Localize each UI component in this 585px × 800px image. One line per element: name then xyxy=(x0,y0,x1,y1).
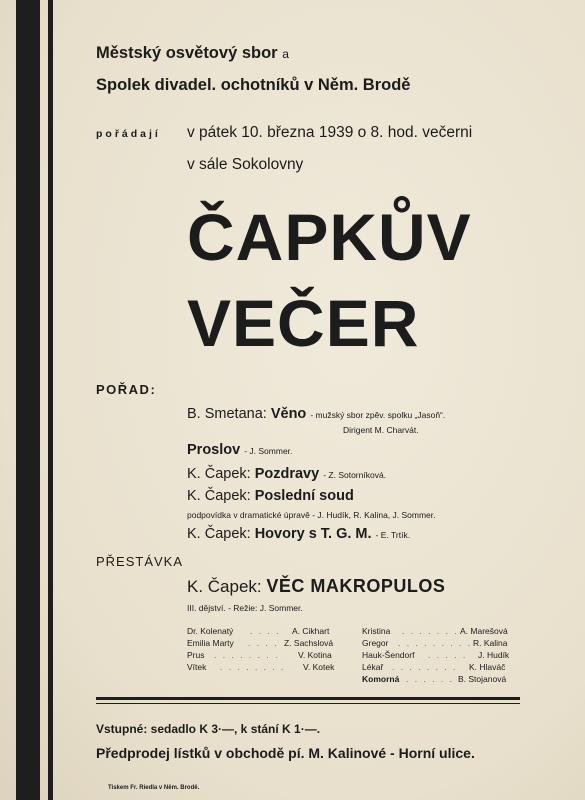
item-3-note: - Z. Sotorníková. xyxy=(323,470,387,480)
cast-role: Lékař xyxy=(362,662,384,672)
item-1-note: - mužský sbor zpěv. spolku „Jasoň“. xyxy=(310,410,446,420)
divider-rule-thin xyxy=(96,703,520,704)
cast-row xyxy=(187,638,234,648)
cast-role: Vítek xyxy=(187,662,207,672)
main-title-line-2: VEČER xyxy=(187,286,420,360)
item-1-author: B. Smetana: xyxy=(187,406,267,422)
main-title-line-1: ČAPKŮV xyxy=(187,200,472,274)
organizer-conjunction: a xyxy=(282,47,289,61)
cast-actor: V. Kotina xyxy=(298,650,332,660)
item-5-note: - E. Trtík. xyxy=(375,530,411,540)
main-play-line xyxy=(187,576,445,597)
leader-dots: . . . . . . . . xyxy=(392,662,458,672)
cast-actor: K. Hlaváč xyxy=(469,662,506,672)
event-venue: v sále Sokolovny xyxy=(187,156,304,173)
presale-info: Předprodej lístků v obchodě pí. M. Kalinové - Horní ulice. xyxy=(96,745,475,761)
leader-dots: . . . . xyxy=(248,638,279,648)
cast-role: Hauk-Šendorf xyxy=(362,650,415,660)
cast-role: Gregor xyxy=(362,638,389,648)
cast-role: Prus xyxy=(187,650,205,660)
cast-row xyxy=(187,626,233,636)
item-4-note: podpovídka v dramatické úpravě - J. Hudík, R. Kalina, J. Sommer. xyxy=(187,510,436,520)
leader-dots: . . . . . . xyxy=(406,674,454,684)
main-play-title: VĚC MAKROPULOS xyxy=(266,576,446,596)
item-3-author: K. Čapek: xyxy=(187,466,251,482)
item-2-note: - J. Sommer. xyxy=(244,446,293,456)
program-heading: POŘAD: xyxy=(96,382,157,397)
cast-role: Emilia Marty xyxy=(187,638,234,648)
entry-prices: Vstupné: sedadlo K 3·—, k stání K 1·—. xyxy=(96,722,321,736)
organizer-line-1 xyxy=(96,44,289,63)
leader-dots: . . . . xyxy=(250,626,281,636)
cast-role: Dr. Kolenatý xyxy=(187,626,234,636)
item-1-work: Věno xyxy=(270,406,307,422)
main-play-author: K. Čapek: xyxy=(187,577,262,596)
divider-rule-thick xyxy=(96,697,520,700)
leader-dots: . . . . . . . . xyxy=(214,650,280,660)
cast-role: Komorná xyxy=(362,674,400,684)
event-date-line: v pátek 10. března 1939 o 8. hod. večerni xyxy=(187,124,473,141)
item-3-work: Pozdravy xyxy=(254,466,320,482)
organizer-line-2: Spolek divadel. ochotníků v Něm. Brodě xyxy=(96,76,411,94)
cast-actor: A. Cikhart xyxy=(292,626,330,636)
item-4-author: K. Čapek: xyxy=(187,488,251,504)
cast-actor: R. Kalina xyxy=(473,638,508,648)
printer-credit: Tiskem Fr. Riedla v Něm. Brodě. xyxy=(108,785,200,791)
program-item-4 xyxy=(187,488,354,504)
item-5-author: K. Čapek: xyxy=(187,526,251,542)
item-5-work: Hovory s T. G. M. xyxy=(254,526,372,542)
leader-dots: . . . . . . . . . xyxy=(398,638,473,648)
cast-actor: B. Stojanová xyxy=(458,674,507,684)
poradaji-label: pořádají xyxy=(96,128,161,140)
leader-dots: . . . . . . . xyxy=(402,626,459,636)
left-border-thick-bar xyxy=(16,0,40,800)
main-play-subtitle: III. dějství. - Režie: J. Sommer. xyxy=(187,603,303,613)
cast-actor: V. Kotek xyxy=(303,662,335,672)
left-border-thin-bar xyxy=(48,0,53,800)
program-item-5 xyxy=(187,526,410,542)
item-4-work: Poslední soud xyxy=(254,488,354,504)
leader-dots: . . . . . . . . xyxy=(220,662,286,672)
cast-actor: A. Marešová xyxy=(460,626,508,636)
program-item-3 xyxy=(187,466,386,482)
cast-role: Kristina xyxy=(362,626,391,636)
program-item-2 xyxy=(187,442,292,458)
cast-row xyxy=(187,650,204,660)
item-2-work: Proslov xyxy=(187,442,241,458)
program-item-1 xyxy=(187,406,445,422)
leader-dots: . . . . . xyxy=(428,650,468,660)
intermission-label: PŘESTÁVKA xyxy=(96,554,184,569)
cast-actor: J. Hudík xyxy=(478,650,510,660)
cast-row xyxy=(187,662,206,672)
organizer-name-1: Městský osvětový sbor xyxy=(96,44,278,62)
cast-actor: Z. Sachslová xyxy=(284,638,334,648)
item-1-conductor: Dirigent M. Charvát. xyxy=(343,425,419,435)
